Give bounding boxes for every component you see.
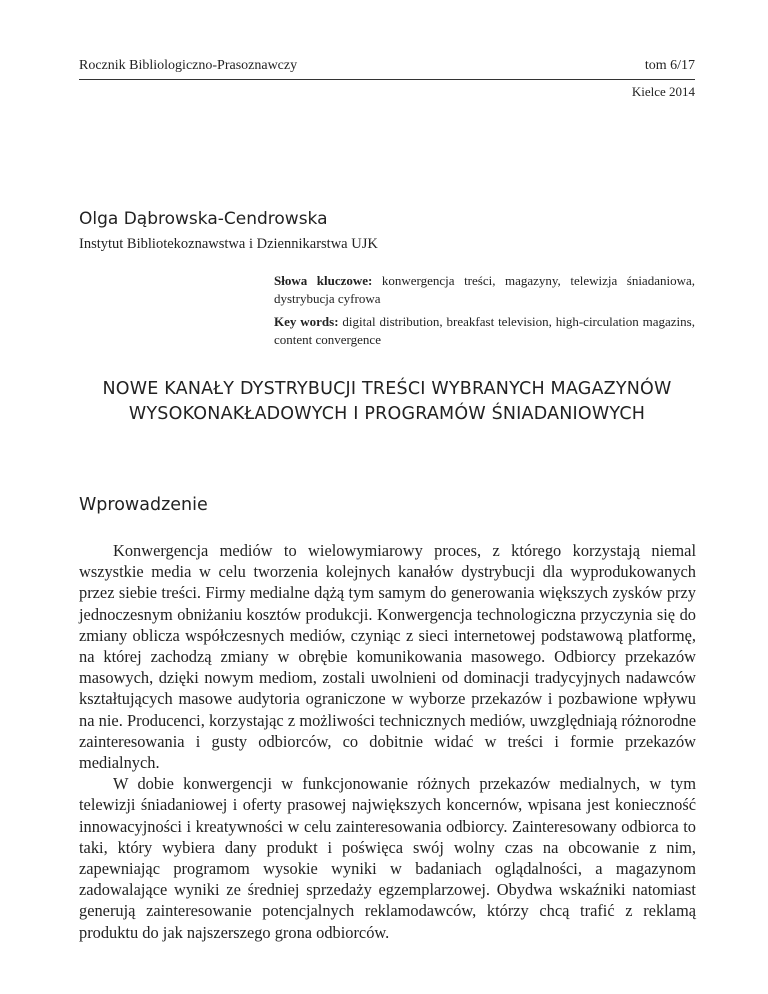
body-paragraph-2: W dobie konwergencji w funkcjonowanie różnych przekazów medialnych, w tym telewizji śniadaniowej i oferty prasowej największych koncernów, wpisana jest konieczność innowacyjności i kreatywności w celu zainteresowania odbiorcy. Zainteresowany odbiorca to taki, który wybiera dany produkt i poświęca swój wolny czas na obcowanie z nim, zapewniając programom wysokie wyniki w badaniach oglądalności, a magazynom zadowalające wyniki ze średniej sprzedaży egzemplarzowej. Obydwa wskaźniki natomiast generują zainteresowanie potencjalnych reklamodawców, którzy chcą trafić z reklamą produktu do jak najszerszego grona odbiorców. bbox=[79, 774, 696, 942]
place-year: Kielce 2014 bbox=[631, 84, 695, 99]
keywords-english bbox=[274, 313, 695, 349]
journal-name: Rocznik Bibliologiczno-Prasoznawczy bbox=[79, 58, 298, 73]
keywords-english-text: digital distribution, breakfast television, high-circulation magazins, content convergence bbox=[274, 314, 695, 347]
volume-number: tom 6/17 bbox=[644, 58, 695, 73]
keywords-english-label: Key words: bbox=[274, 314, 339, 329]
article-title-line-1: NOWE KANAŁY DYSTRYBUCJI TREŚCI WYBRANYCH MAGAZYNÓW bbox=[102, 379, 672, 399]
body-paragraph-1: Konwergencja mediów to wielowymiarowy proces, z którego korzystają niemal wszystkie media w celu tworzenia kolejnych kanałów dystrybucji dla wyprodukowanych przez siebie treści. Firmy medialne dążą tym samym do generowania większych zysków przy jednoczesnym obniżaniu kosztów produkcji. Konwergencja technologiczna przyczynia się do zmiany oblicza współczesnych mediów, czyniąc z sieci internetowej podstawową platformę, na której zachodzą zmiany w obrębie komunikowania masowego. Odbiorcy przekazów masowych, dzięki nowym mediom, zostali uwolnieni od dominacji tradycyjnych nadawców kształtujących masowe audytoria ograniczone w wyborze przekazów i pozbawione wpływu na nie. Producenci, korzystając z możliwości technicznych mediów, uwzględniają różnorodne zainteresowania i gusty odbiorców, co dobitnie widać w treści i formie przekazów medialnych. bbox=[79, 541, 696, 773]
body-text bbox=[79, 540, 696, 943]
author-affiliation: Instytut Bibliotekoznawstwa i Dziennikarstwa UJK bbox=[79, 236, 378, 252]
keywords-polish-text: konwergencja treści, magazyny, telewizja śniadaniowa, dystrybucja cyfrowa bbox=[274, 273, 695, 306]
article-title bbox=[79, 377, 695, 427]
article-title-line-2: WYSOKONAKŁADOWYCH I PROGRAMÓW ŚNIADANIOWYCH bbox=[128, 404, 646, 424]
header-rule bbox=[79, 79, 695, 80]
author-name: Olga Dąbrowska-Cendrowska bbox=[79, 209, 328, 229]
section-heading: Wprowadzenie bbox=[79, 495, 208, 515]
keywords-polish-label: Słowa kluczowe: bbox=[274, 273, 373, 288]
keywords-polish bbox=[274, 272, 695, 308]
